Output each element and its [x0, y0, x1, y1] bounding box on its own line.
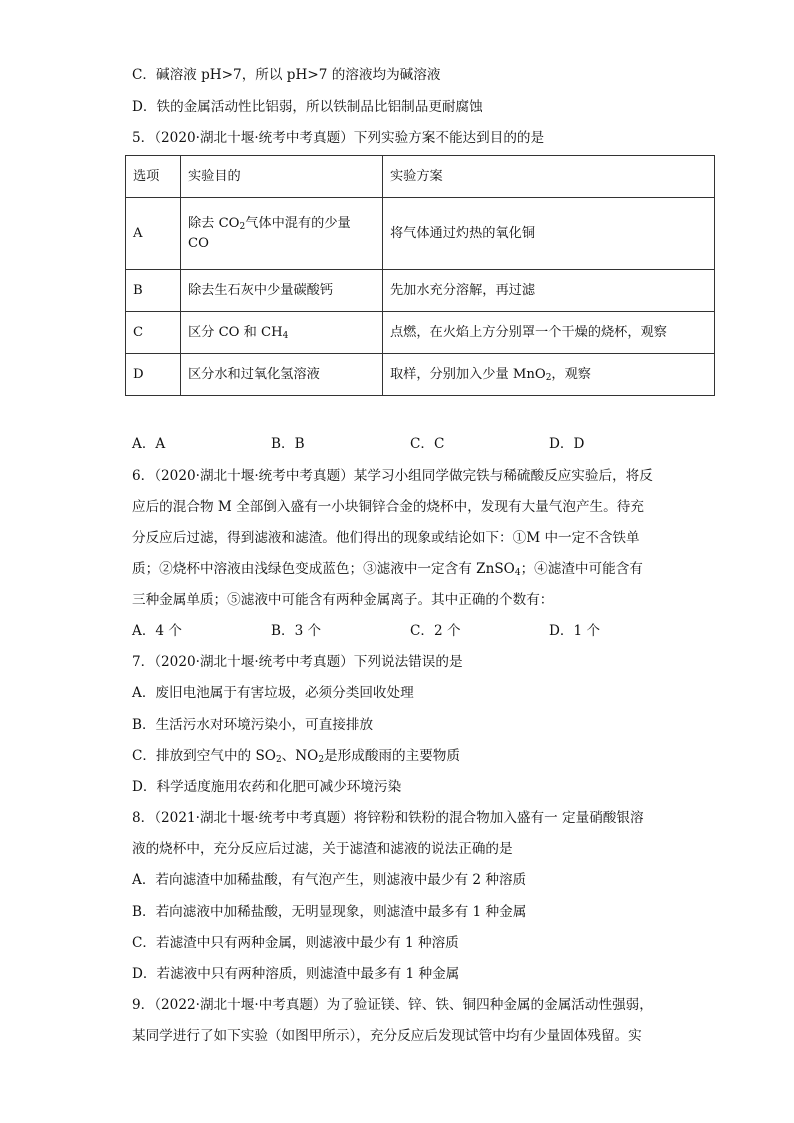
table-header-row [126, 156, 715, 198]
table-row [126, 198, 715, 270]
q9-line: 某同学进行了如下实验（如图甲所示），充分反应后发现试管中均有少量固体残留。实 [132, 1028, 642, 1044]
row-goal: 除去生石灰中少量碳酸钙 [181, 270, 383, 312]
q7-option-a: A．废旧电池属于有害垃圾，必须分类回收处理 [132, 685, 414, 701]
q7-option-c: C．排放到空气中的 $SO_2$、$NO_2$是形成酸雨的主要物质 [132, 748, 460, 765]
row-plan: 取样，分别加入少量 MnO$_2$，观察 [383, 354, 715, 396]
q7-stem: 7．（2020·湖北十堰·统考中考真题）下列说法错误的是 [132, 654, 463, 670]
table-row [126, 270, 715, 312]
row-goal: 除去 $CO_2$气体中混有的少量 CO [181, 198, 383, 270]
row-option: A [126, 198, 181, 270]
q8-option-c: C．若滤渣中只有两种金属，则滤液中最少有 1 种溶质 [132, 935, 459, 951]
q7-option-b: B．生活污水对环境污染小，可直接排放 [132, 717, 374, 733]
q4-option-d: D．铁的金属活动性比铝弱，所以铁制品比铝制品更耐腐蚀 [132, 99, 483, 115]
answer-option-a: A．A [132, 436, 166, 452]
answer-option-c: C．2 个 [410, 623, 461, 639]
q5-stem: 5．（2020·湖北十堰·统考中考真题）下列实验方案不能达到目的的是 [132, 130, 545, 146]
q6-line: 质；②烧杯中溶液由浅绿色变成蓝色；③滤液中一定含有 ZnSO$_4$；④滤渣中可能含有 [132, 561, 643, 578]
row-plan: 将气体通过灼热的氧化铜 [383, 198, 715, 270]
table-row [126, 312, 715, 354]
q7-option-d: D．科学适度施用农药和化肥可减少环境污染 [132, 779, 402, 795]
header-option: 选项 [126, 156, 181, 198]
q5-table [125, 155, 715, 396]
q9-line: 9．（2022·湖北十堰·中考真题）为了验证镁、锌、铁、铜四种金属的金属活动性强弱， [132, 997, 653, 1013]
answer-option-d: D．1 个 [549, 623, 601, 639]
q4-option-c: C．碱溶液 pH>7，所以 pH>7 的溶液均为碱溶液 [132, 67, 441, 83]
row-goal: 区分 CO 和 $CH_4$ [181, 312, 383, 354]
answer-option-b: B．B [271, 436, 305, 452]
answer-option-b: B．3 个 [271, 623, 322, 639]
row-plan: 先加水充分溶解，再过滤 [383, 270, 715, 312]
row-option: B [126, 270, 181, 312]
q6-line: 应后的混合物 M 全部倒入盛有一小块铜锌合金的烧杯中，发现有大量气泡产生。待充 [132, 499, 644, 515]
header-goal: 实验目的 [181, 156, 383, 198]
answer-option-a: A．4 个 [132, 623, 182, 639]
q8-option-b: B．若向滤液中加稀盐酸，无明显现象，则滤渣中最多有 1 种金属 [132, 904, 527, 920]
q6-line: 分反应后过滤，得到滤液和滤渣。他们得出的现象或结论如下：①M 中一定不含铁单 [132, 530, 640, 546]
q8-option-a: A．若向滤渣中加稀盐酸，有气泡产生，则滤液中最少有 2 种溶质 [132, 872, 527, 888]
q6-line: 6．（2020·湖北十堰·统考中考真题）某学习小组同学做完铁与稀硫酸反应实验后，将反 [132, 468, 653, 484]
table-row [126, 354, 715, 396]
q8-line: 液的烧杯中，充分反应后过滤，关于滤渣和滤液的说法正确的是 [132, 841, 513, 857]
row-option: C [126, 312, 181, 354]
q8-option-d: D．若滤液中只有两种溶质，则滤渣中最多有 1 种金属 [132, 966, 460, 982]
answer-option-c: C．C [410, 436, 445, 452]
header-plan: 实验方案 [383, 156, 715, 198]
row-goal: 区分水和过氧化氢溶液 [181, 354, 383, 396]
row-option: D [126, 354, 181, 396]
q6-line: 三种金属单质；⑤滤液中可能含有两种金属离子。其中正确的个数有： [132, 592, 554, 608]
row-plan: 点燃，在火焰上方分别罩一个干燥的烧杯，观察 [383, 312, 715, 354]
answer-option-d: D．D [549, 436, 585, 452]
q8-line: 8．（2021·湖北十堰·统考中考真题）将锌粉和铁粉的混合物加入盛有一 定量硝酸银溶 [132, 810, 644, 826]
